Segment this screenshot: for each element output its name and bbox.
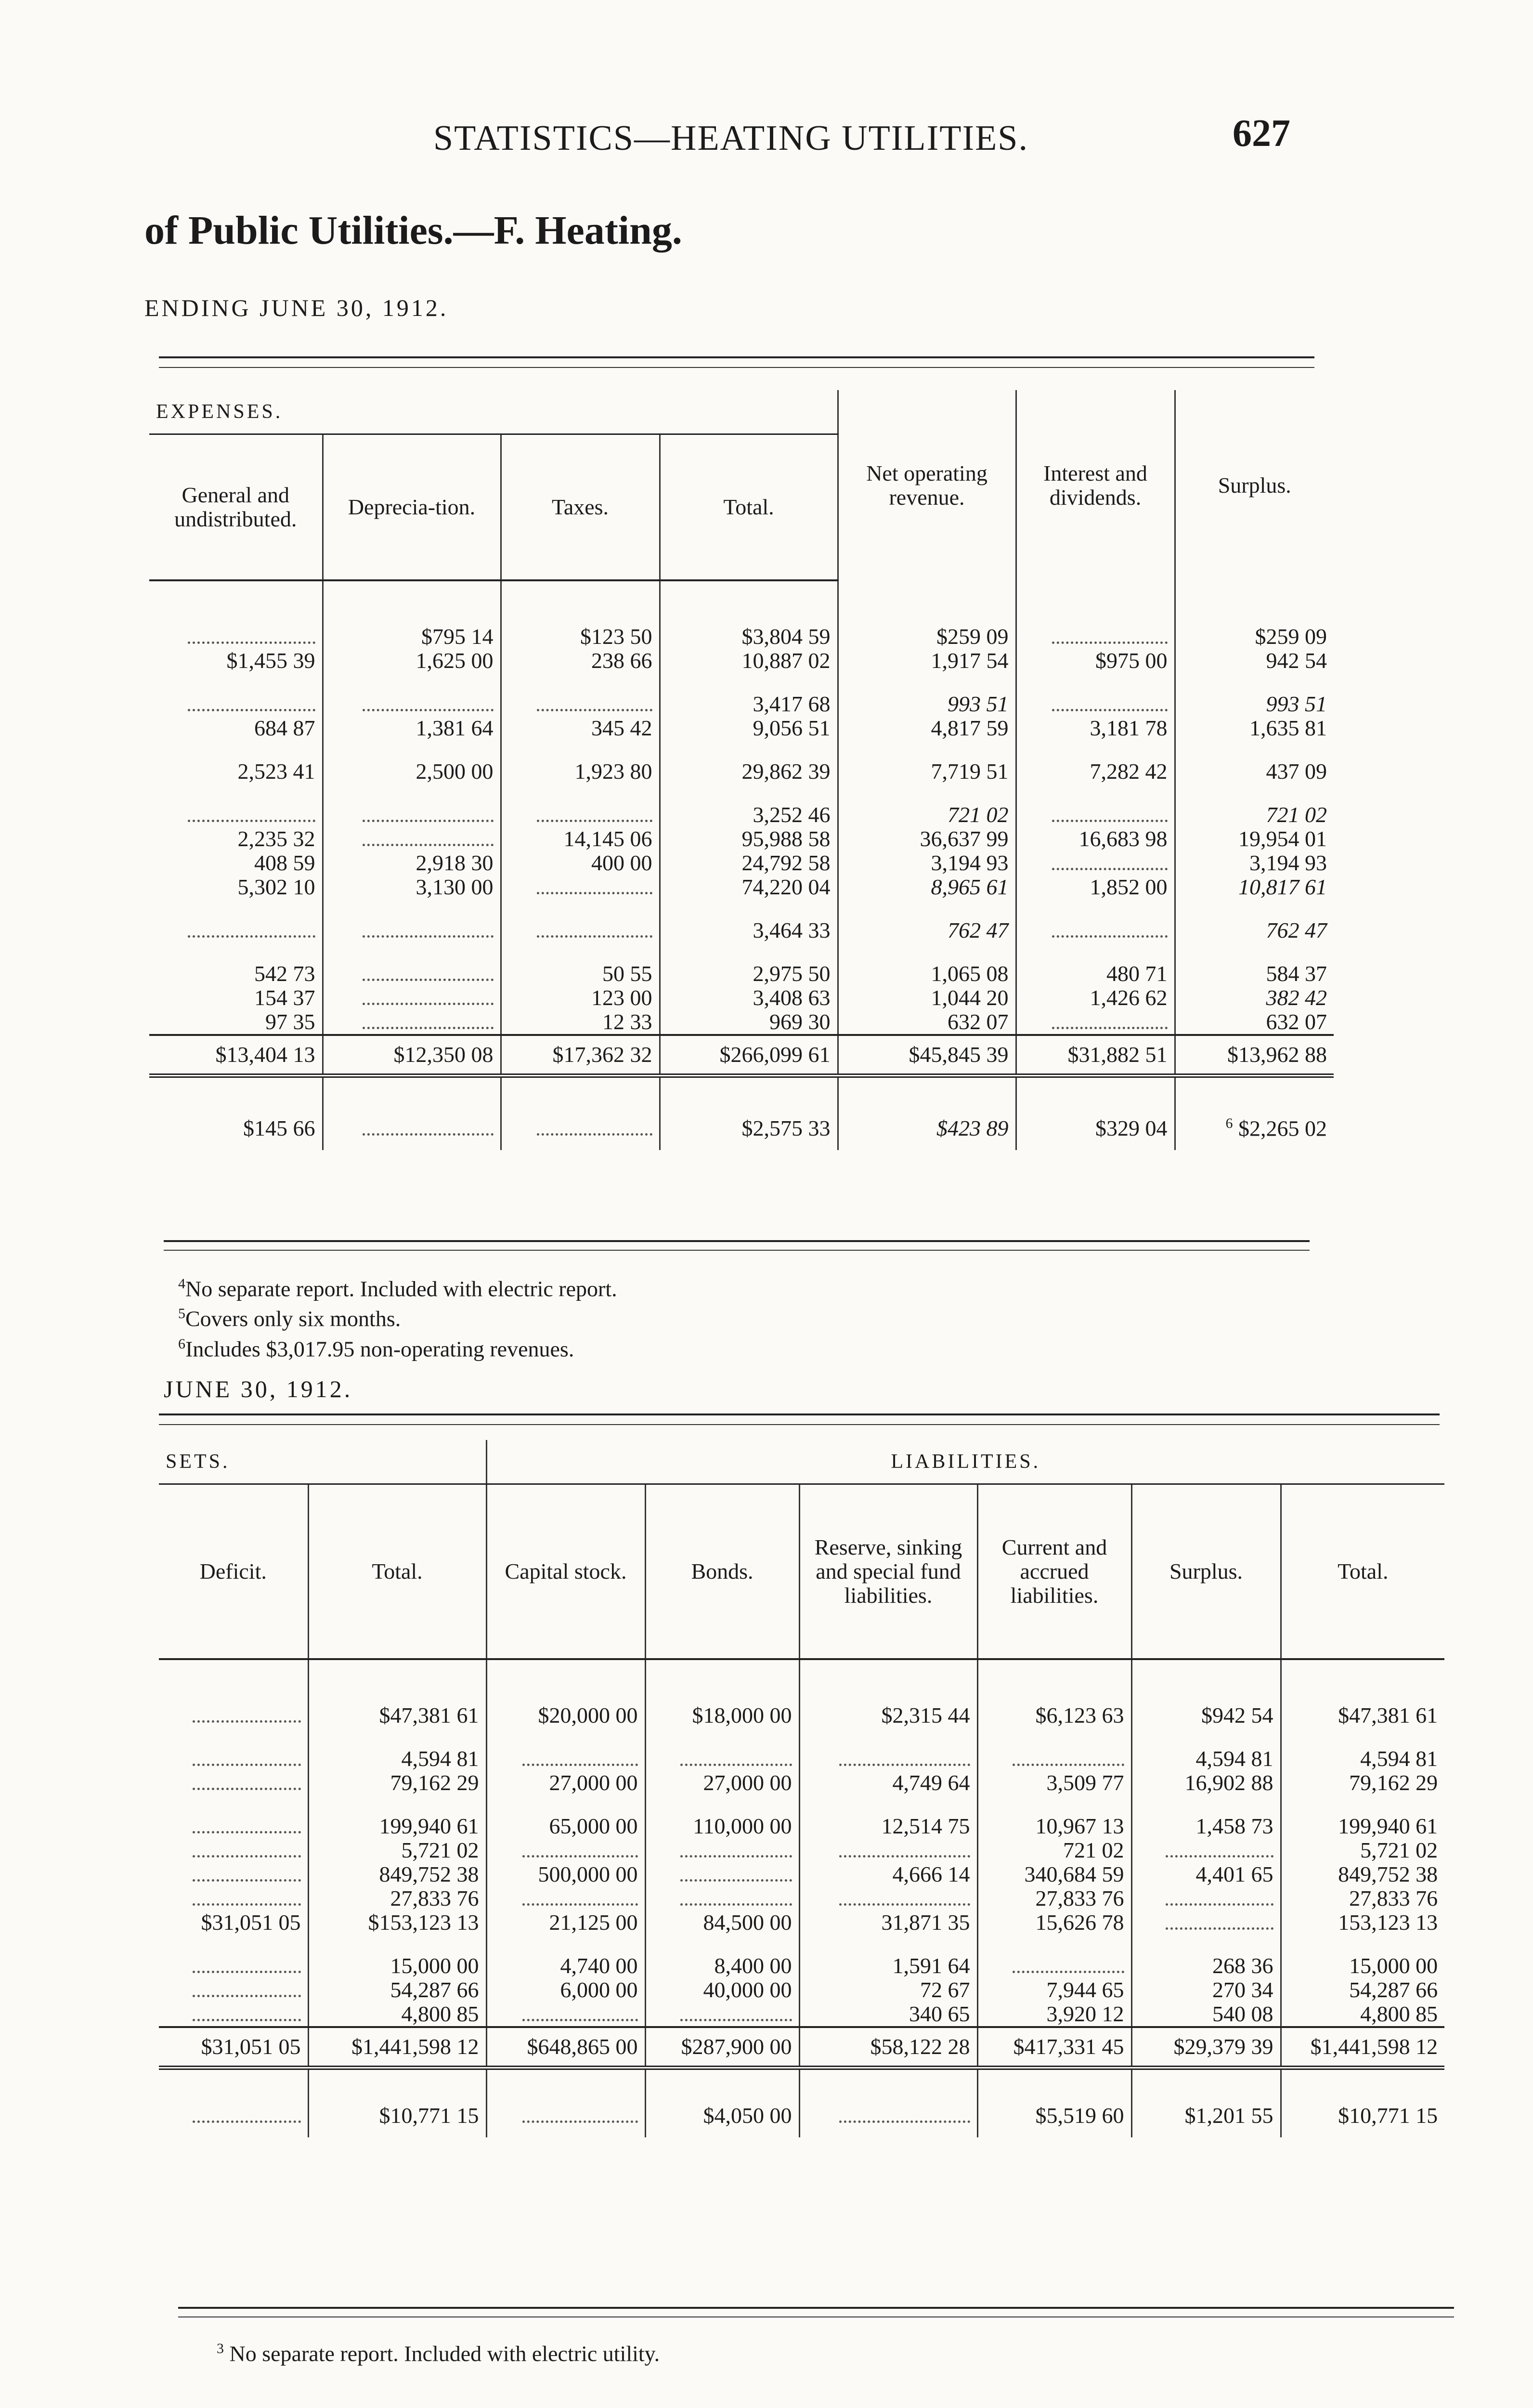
table-row: [149, 918, 1334, 962]
table-cell: 3,181 78: [1016, 716, 1175, 759]
table-cell: [645, 1886, 799, 1911]
table-row: [149, 986, 1334, 1010]
table-cell: [159, 2002, 308, 2027]
table-cell: 268 36: [1131, 1954, 1281, 1978]
table-cell: $153,123 13: [308, 1911, 486, 1954]
expenses-total-row: $13,404 13 $12,350 08 $17,362 32 $266,099 61 $45,845 39 $31,882 51 $13,962 88: [149, 1035, 1334, 1076]
table-cell: 2,235 32: [237, 826, 315, 851]
header-reserve: Reserve, sinking and special fund liabilities.: [799, 1484, 977, 1660]
table-row: [159, 1814, 1444, 1838]
table-cell: 345 42: [501, 716, 660, 759]
table-cell: 15,626 78: [977, 1911, 1131, 1954]
table-cell: 1,044 20: [838, 986, 1016, 1010]
footnote-4: $^4$No separate report. Included with electric report.: [178, 1276, 617, 1301]
table-cell: 36,637 99: [838, 827, 1016, 851]
table-cell: [1131, 1886, 1281, 1911]
table-cell: 15,000 00: [1281, 1954, 1444, 1978]
table-cell: 10,887 02: [660, 649, 838, 692]
table-cell: 500,000 00: [486, 1862, 645, 1886]
expenses-group-label: EXPENSES.: [149, 390, 838, 434]
header-depreciation: Deprecia-tion.: [323, 434, 501, 581]
table-cell: 238 66: [501, 649, 660, 692]
table-cell: 27,833 76: [977, 1886, 1131, 1911]
table-cell: 1,625 00: [323, 649, 501, 692]
table-row: [149, 1010, 1334, 1035]
table-cell: 110,000 00: [645, 1814, 799, 1838]
table-cell: 993 51: [1175, 692, 1334, 716]
table-cell: 95,988 58: [660, 827, 838, 851]
table-cell: 5,721 02: [1281, 1838, 1444, 1862]
table-cell: $942 54: [1131, 1703, 1281, 1747]
table-cell: 3,194 93: [1175, 851, 1334, 875]
table-row: [159, 1771, 1444, 1814]
table-cell: [149, 803, 323, 827]
table-cell: 31,871 35: [799, 1911, 977, 1954]
table-cell: 340,684 59: [977, 1862, 1131, 1886]
table-cell: 27,833 76: [308, 1886, 486, 1911]
table-cell: 270 34: [1131, 1978, 1281, 2002]
table-cell: [159, 1862, 308, 1886]
table-cell: 2,975 50: [660, 962, 838, 986]
table-row: [149, 625, 1334, 649]
table-cell: 849,752 38: [308, 1862, 486, 1886]
header-current-liabilities: Current and accrued liabilities.: [977, 1484, 1131, 1660]
table-cell: [486, 1886, 645, 1911]
balance-subtitle: JUNE 30, 1912.: [164, 1375, 353, 1402]
table-cell: [159, 1771, 308, 1814]
table-cell: [1131, 1838, 1281, 1862]
table-row: [149, 649, 1334, 692]
page-number: 627: [1233, 112, 1290, 155]
table-row: [149, 759, 1334, 803]
table-cell: [1016, 851, 1175, 875]
table-cell: $795 14: [323, 625, 501, 649]
footnote-3: $^3$ No separate report. Included with electric utility.: [217, 2341, 660, 2366]
table-cell: 584 37: [1175, 962, 1334, 986]
table-cell: $3,804 59: [660, 625, 838, 649]
table-cell: $259 09: [1175, 625, 1334, 649]
table-cell: 9,056 51: [660, 716, 838, 759]
table-cell: 942 54: [1175, 649, 1334, 692]
table-cell: 2,523 41: [237, 759, 315, 784]
header-surplus: Surplus.: [1175, 390, 1334, 580]
table-cell: 4,740 00: [486, 1954, 645, 1978]
table-cell: 50 55: [501, 962, 660, 986]
table-row: [149, 803, 1334, 827]
table-cell: 340 65: [799, 2002, 977, 2027]
table-cell: 3,194 93: [838, 851, 1016, 875]
table-cell: [323, 692, 501, 716]
table-cell: 632 07: [1175, 1010, 1334, 1035]
table-cell: 72 67: [799, 1978, 977, 2002]
table-cell: 199,940 61: [308, 1814, 486, 1838]
table-cell: 1,426 62: [1016, 986, 1175, 1010]
table-cell: [501, 803, 660, 827]
table-cell: 1,923 80: [501, 759, 660, 803]
table-cell: 12 33: [501, 1010, 660, 1035]
table-cell: [159, 1814, 308, 1838]
table-cell: [1131, 1911, 1281, 1954]
running-head: STATISTICS—HEATING UTILITIES.: [433, 118, 1028, 158]
table-cell: 437 09: [1175, 759, 1334, 803]
table-cell: [159, 1703, 308, 1747]
table-cell: [501, 918, 660, 962]
expenses-table: [149, 390, 1334, 1150]
table-cell: 382 42: [1175, 986, 1334, 1010]
table-cell: [149, 918, 323, 962]
table-cell: [799, 1838, 977, 1862]
table-row: [159, 1862, 1444, 1886]
footnote-5: $^5$Covers only six months.: [178, 1306, 401, 1331]
table-cell: 10,967 13: [977, 1814, 1131, 1838]
table-row: [149, 875, 1334, 918]
table-cell: [323, 827, 501, 851]
liabilities-group-label: LIABILITIES.: [486, 1440, 1444, 1484]
table-cell: 54,287 66: [308, 1978, 486, 2002]
table-cell: 762 47: [1175, 918, 1334, 962]
table-cell: 4,594 81: [1131, 1747, 1281, 1771]
table-row: [159, 1954, 1444, 1978]
liabilities-last-row: $10,771 15 $4,050 00 $5,519 60 $1,201 55 $10,771 15: [159, 2068, 1444, 2138]
table-cell: 27,833 76: [1281, 1886, 1444, 1911]
table-cell: 4,401 65: [1131, 1862, 1281, 1886]
table-row: [149, 851, 1334, 875]
table-cell: 79,162 29: [1281, 1771, 1444, 1814]
table-cell: [159, 1978, 308, 2002]
table-cell: 2,500 00: [323, 759, 501, 803]
table-cell: 123 00: [501, 986, 660, 1010]
table-cell: 153,123 13: [1281, 1911, 1444, 1954]
table-cell: $123 50: [501, 625, 660, 649]
table-row: [159, 1747, 1444, 1771]
table-cell: 7,944 65: [977, 1978, 1131, 2002]
table-cell: [149, 692, 323, 716]
table-cell: $1,455 39: [226, 648, 315, 673]
table-cell: 8,400 00: [645, 1954, 799, 1978]
table-cell: [1016, 692, 1175, 716]
table-cell: 3,920 12: [977, 2002, 1131, 2027]
table-cell: [645, 1747, 799, 1771]
table-cell: 199,940 61: [1281, 1814, 1444, 1838]
table-cell: $975 00: [1016, 649, 1175, 692]
table-cell: 27,000 00: [486, 1771, 645, 1814]
section-title: of Public Utilities.—F. Heating.: [144, 208, 682, 253]
table-cell: [159, 1747, 308, 1771]
table-cell: 684 87: [254, 716, 315, 740]
table-cell: 5,721 02: [308, 1838, 486, 1862]
liabilities-total-row: $31,051 05 $1,441,598 12 $648,865 00 $287,900 00 $58,122 28 $417,331 45 $29,379 39 $1,441,598 12: [159, 2027, 1444, 2068]
table-cell: [486, 1838, 645, 1862]
period-subtitle: ENDING JUNE 30, 1912.: [144, 294, 449, 321]
table-row: [159, 1886, 1444, 1911]
table-cell: 10,817 61: [1175, 875, 1334, 918]
table-cell: 4,594 81: [308, 1747, 486, 1771]
table-row: [159, 1978, 1444, 2002]
table-cell: 7,719 51: [838, 759, 1016, 803]
table-cell: 12,514 75: [799, 1814, 977, 1838]
table-cell: [799, 1886, 977, 1911]
table-cell: 29,862 39: [660, 759, 838, 803]
footnote-6: $^6$Includes $3,017.95 non-operating revenues.: [178, 1335, 574, 1361]
table-cell: 16,683 98: [1016, 827, 1175, 851]
table-cell: 54,287 66: [1281, 1978, 1444, 2002]
table-cell: 97 35: [265, 1009, 315, 1034]
table-cell: 542 73: [254, 961, 315, 986]
header-assets-total: Total.: [308, 1484, 486, 1660]
table-cell: 5,302 10: [237, 875, 315, 899]
table-cell: 154 37: [254, 985, 315, 1010]
table-cell: 27,000 00: [645, 1771, 799, 1814]
table-cell: 3,464 33: [660, 918, 838, 962]
table-cell: 14,145 06: [501, 827, 660, 851]
table-cell: [799, 1747, 977, 1771]
table-cell: 3,417 68: [660, 692, 838, 716]
table-cell: 3,130 00: [323, 875, 501, 918]
table-cell: 400 00: [501, 851, 660, 875]
table-cell: 79,162 29: [308, 1771, 486, 1814]
header-liab-total: Total.: [1281, 1484, 1444, 1660]
table-cell: 969 30: [660, 1010, 838, 1035]
table-cell: 721 02: [1175, 803, 1334, 827]
table-row: [159, 2002, 1444, 2027]
table-row: [159, 1838, 1444, 1862]
table-cell: 8,965 61: [838, 875, 1016, 918]
table-cell: [977, 1747, 1131, 1771]
table-cell: 762 47: [838, 918, 1016, 962]
table-cell: 632 07: [838, 1010, 1016, 1035]
header-capital-stock: Capital stock.: [486, 1484, 645, 1660]
table-row: [159, 1911, 1444, 1954]
liabilities-table: [159, 1440, 1444, 2137]
table-cell: 74,220 04: [660, 875, 838, 918]
table-row: [149, 827, 1334, 851]
table-cell: [323, 803, 501, 827]
table-cell: 4,817 59: [838, 716, 1016, 759]
table-cell: 721 02: [838, 803, 1016, 827]
table-cell: 1,065 08: [838, 962, 1016, 986]
table-row: [159, 1703, 1444, 1747]
table-cell: 540 08: [1131, 2002, 1281, 2027]
table-row: [149, 692, 1334, 716]
table-cell: [1016, 625, 1175, 649]
header-total: Total.: [660, 434, 838, 581]
table-cell: $18,000 00: [645, 1703, 799, 1747]
table-cell: [159, 1954, 308, 1978]
table-cell: 84,500 00: [645, 1911, 799, 1954]
table-cell: $6,123 63: [977, 1703, 1131, 1747]
table-cell: 2,918 30: [323, 851, 501, 875]
table-cell: [645, 2002, 799, 2027]
table-cell: $2,315 44: [799, 1703, 977, 1747]
table-cell: 1,381 64: [323, 716, 501, 759]
table-cell: 24,792 58: [660, 851, 838, 875]
table-cell: 19,954 01: [1175, 827, 1334, 851]
table-cell: [149, 625, 323, 649]
table-cell: [1016, 1010, 1175, 1035]
footnote-ref: 6: [1225, 1115, 1233, 1131]
header-liab-surplus: Surplus.: [1131, 1484, 1281, 1660]
assets-group-label: SETS.: [159, 1440, 486, 1484]
header-deficit: Deficit.: [159, 1484, 308, 1660]
table-cell: [645, 1862, 799, 1886]
table-cell: 408 59: [254, 851, 315, 875]
table-cell: 7,282 42: [1016, 759, 1175, 803]
table-cell: 3,509 77: [977, 1771, 1131, 1814]
expenses-last-row: $145 66 $2,575 33 $423 89 $329 04 $^6$ $2,265 02: [149, 1076, 1334, 1151]
header-taxes: Taxes.: [501, 434, 660, 581]
table-cell: [323, 962, 501, 986]
table-cell: 3,408 63: [660, 986, 838, 1010]
table-cell: $47,381 61: [308, 1703, 486, 1747]
table-cell: [1016, 803, 1175, 827]
table-cell: [645, 1838, 799, 1862]
table-cell: 4,594 81: [1281, 1747, 1444, 1771]
table-cell: 6,000 00: [486, 1978, 645, 2002]
table-cell: [323, 986, 501, 1010]
table-cell: 1,852 00: [1016, 875, 1175, 918]
table-cell: [159, 1838, 308, 1862]
table-cell: 4,800 85: [1281, 2002, 1444, 2027]
table-cell: 65,000 00: [486, 1814, 645, 1838]
table-cell: $47,381 61: [1281, 1703, 1444, 1747]
table-cell: 21,125 00: [486, 1911, 645, 1954]
table-cell: [501, 692, 660, 716]
table-cell: [501, 875, 660, 918]
table-cell: 4,666 14: [799, 1862, 977, 1886]
table-cell: 1,635 81: [1175, 716, 1334, 759]
header-general: General and undistributed.: [149, 434, 323, 581]
table-cell: 721 02: [977, 1838, 1131, 1862]
header-net-operating-revenue: Net operating revenue.: [838, 390, 1016, 580]
table-cell: 15,000 00: [308, 1954, 486, 1978]
table-cell: 4,749 64: [799, 1771, 977, 1814]
table-cell: 4,800 85: [308, 2002, 486, 2027]
header-interest-dividends: Interest and dividends.: [1016, 390, 1175, 580]
table-cell: 849,752 38: [1281, 1862, 1444, 1886]
table-cell: [323, 1010, 501, 1035]
table-cell: 40,000 00: [645, 1978, 799, 2002]
table-cell: 16,902 88: [1131, 1771, 1281, 1814]
table-cell: 1,591 64: [799, 1954, 977, 1978]
table-row: [149, 716, 1334, 759]
table-row: [149, 962, 1334, 986]
table-cell: [486, 2002, 645, 2027]
table-cell: [159, 1886, 308, 1911]
table-cell: [1016, 918, 1175, 962]
table-cell: 1,458 73: [1131, 1814, 1281, 1838]
table-cell: 1,917 54: [838, 649, 1016, 692]
table-cell: $259 09: [838, 625, 1016, 649]
table-cell: [486, 1747, 645, 1771]
table-cell: [977, 1954, 1131, 1978]
table-cell: 993 51: [838, 692, 1016, 716]
footnotes: [178, 1271, 617, 1361]
table-cell: [323, 918, 501, 962]
table-cell: 3,252 46: [660, 803, 838, 827]
header-bonds: Bonds.: [645, 1484, 799, 1660]
table-cell: $20,000 00: [486, 1703, 645, 1747]
table-cell: 480 71: [1016, 962, 1175, 986]
table-cell: $31,051 05: [201, 1910, 301, 1935]
